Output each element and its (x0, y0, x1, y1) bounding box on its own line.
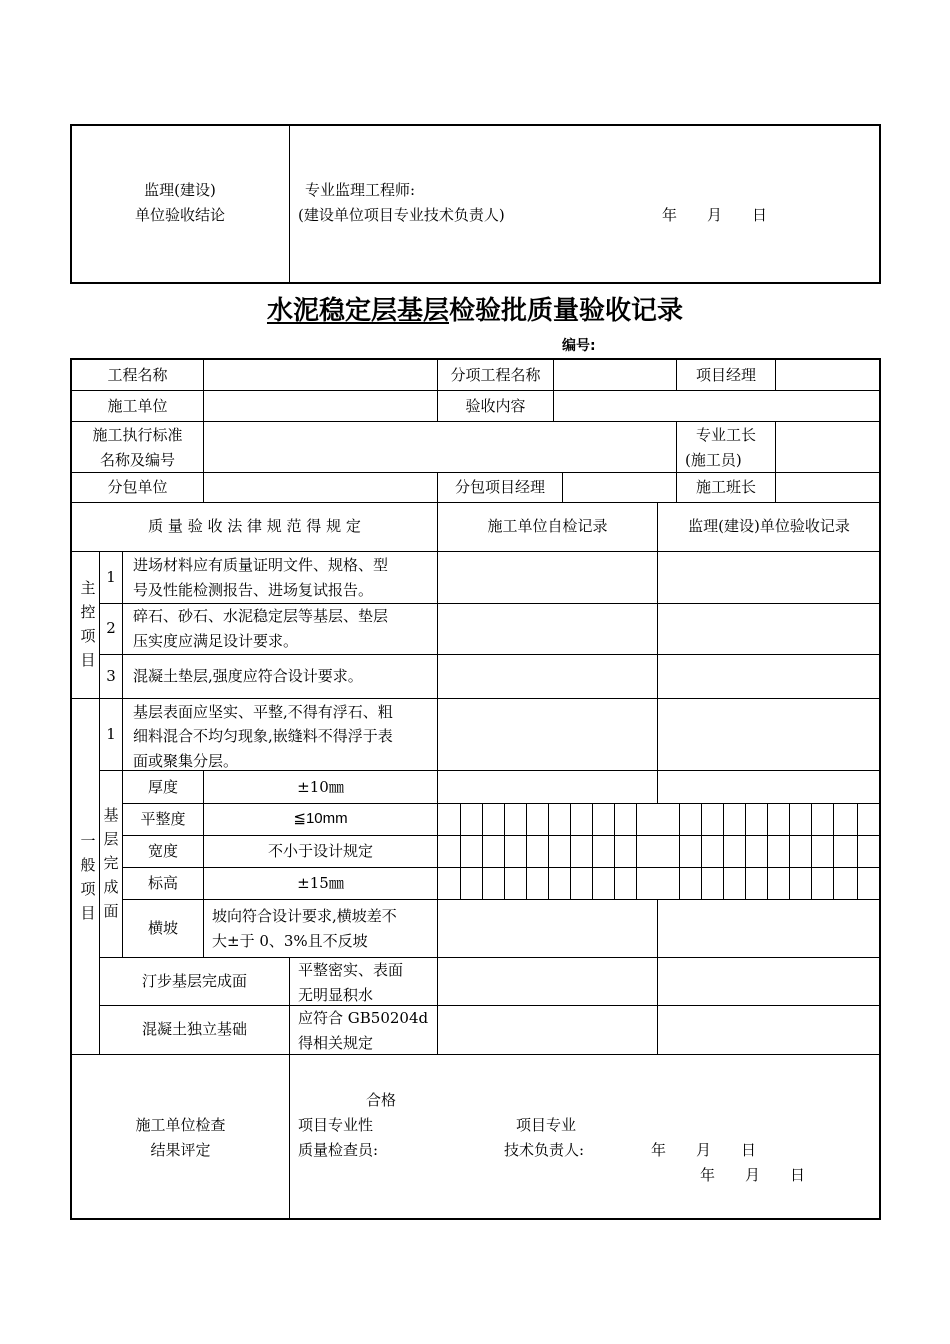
step-base-requirement: 无明显积水 (298, 986, 374, 1004)
technical-lead-label: 技术负责人: (504, 1141, 585, 1159)
qualified-result: 合格 (366, 1091, 397, 1109)
subcontractor-label: 分包单位 (107, 478, 168, 496)
step-base-requirement: 平整密实、表面 (298, 961, 404, 979)
evaluation-label-line1: 施工单位检查 (135, 1116, 226, 1134)
title-rest-part: 检验批质量验收记录 (449, 296, 684, 326)
owner-representative-label: (建设单位项目专业技术负责人) (298, 206, 505, 224)
slope-requirement: 大±于 0、3%且不反坡 (212, 932, 368, 950)
main-item-text: 号及性能检测报告、进场复试报告。 (133, 581, 374, 599)
standard-label-line2: 名称及编号 (99, 451, 175, 469)
main-item-number: 1 (106, 568, 116, 586)
slope-requirement: 坡向符合设计要求,横坡差不 (212, 907, 397, 925)
title-underlined-part: 水泥稳定层基层 (266, 296, 449, 326)
quality-inspector-label: 质量检查员: (298, 1141, 379, 1159)
inspection-content-label: 验收内容 (465, 397, 526, 415)
construction-unit-label: 施工单位 (107, 397, 168, 415)
supervision-date: 年 月 日 (662, 206, 768, 224)
elevation-tolerance: ±15㎜ (297, 874, 344, 892)
general-item-text: 面或聚集分层。 (133, 752, 239, 770)
evaluation-date: 年 月 日 (651, 1141, 757, 1159)
thickness-tolerance: ±10㎜ (297, 778, 344, 796)
foundation-requirement: 得相关规定 (298, 1034, 374, 1052)
team-leader-label: 施工班长 (695, 478, 756, 496)
thickness-label: 厚度 (147, 778, 178, 796)
main-item-number: 2 (106, 619, 116, 637)
general-item-text: 基层表面应坚实、平整,不得有浮石、粗 (133, 703, 393, 721)
foreman-label-line2: (施工员) (685, 451, 742, 469)
flatness-label: 平整度 (140, 810, 186, 828)
supervising-engineer-label: 专业监理工程师: (305, 181, 416, 199)
technical-lead-label: 项目专业 (516, 1116, 577, 1134)
general-item-text: 细料混合不均匀现象,嵌缝料不得浮于表 (133, 727, 393, 745)
main-item-text: 碎石、砂石、水泥稳定层等基层、垫层 (133, 607, 389, 625)
page-title (0, 290, 950, 327)
quality-inspector-label: 项目专业性 (298, 1116, 374, 1134)
rules-column-header: 质 量 验 收 法 律 规 范 得 规 定 (148, 517, 361, 535)
evaluation-label-line2: 结果评定 (150, 1141, 211, 1159)
supervisor-column-header: 监理(建设)单位验收记录 (688, 517, 850, 535)
elevation-label: 标高 (147, 874, 178, 892)
divider (289, 125, 290, 283)
flatness-tolerance: ≦10mm (293, 810, 348, 827)
slope-label: 横坡 (147, 919, 178, 937)
project-name-label: 工程名称 (107, 366, 168, 384)
main-item-text: 混凝土垫层,强度应符合设计要求。 (133, 667, 363, 685)
foreman-label-line1: 专业工长 (695, 426, 756, 444)
main-item-number: 3 (106, 667, 116, 685)
main-item-text: 压实度应满足设计要求。 (133, 632, 299, 650)
base-completion-label: 基层完成面 (103, 806, 119, 920)
foundation-requirement: 应符合 GB50204d (298, 1009, 429, 1027)
project-manager-label: 项目经理 (695, 366, 756, 384)
self-check-column-header: 施工单位自检记录 (487, 517, 608, 535)
general-items-label: 一般项目 (80, 832, 96, 922)
supervision-label-line1: 监理(建设) (144, 181, 216, 199)
foundation-label: 混凝土独立基础 (141, 1020, 247, 1038)
step-base-label: 汀步基层完成面 (141, 972, 247, 990)
sub-manager-label: 分包项目经理 (454, 478, 545, 496)
general-item-number: 1 (106, 725, 116, 743)
main-items-label: 主控项目 (80, 579, 96, 669)
main-item-text: 进场材料应有质量证明文件、规格、型 (133, 556, 389, 574)
width-tolerance: 不小于设计规定 (267, 842, 373, 860)
standard-label-line1: 施工执行标准 (92, 426, 183, 444)
code-label: 编号: (562, 338, 596, 354)
sub-project-name-label: 分项工程名称 (450, 366, 541, 384)
evaluation-date: 年 月 日 (700, 1166, 806, 1184)
width-label: 宽度 (147, 842, 178, 860)
supervision-label-line2: 单位验收结论 (134, 206, 225, 224)
